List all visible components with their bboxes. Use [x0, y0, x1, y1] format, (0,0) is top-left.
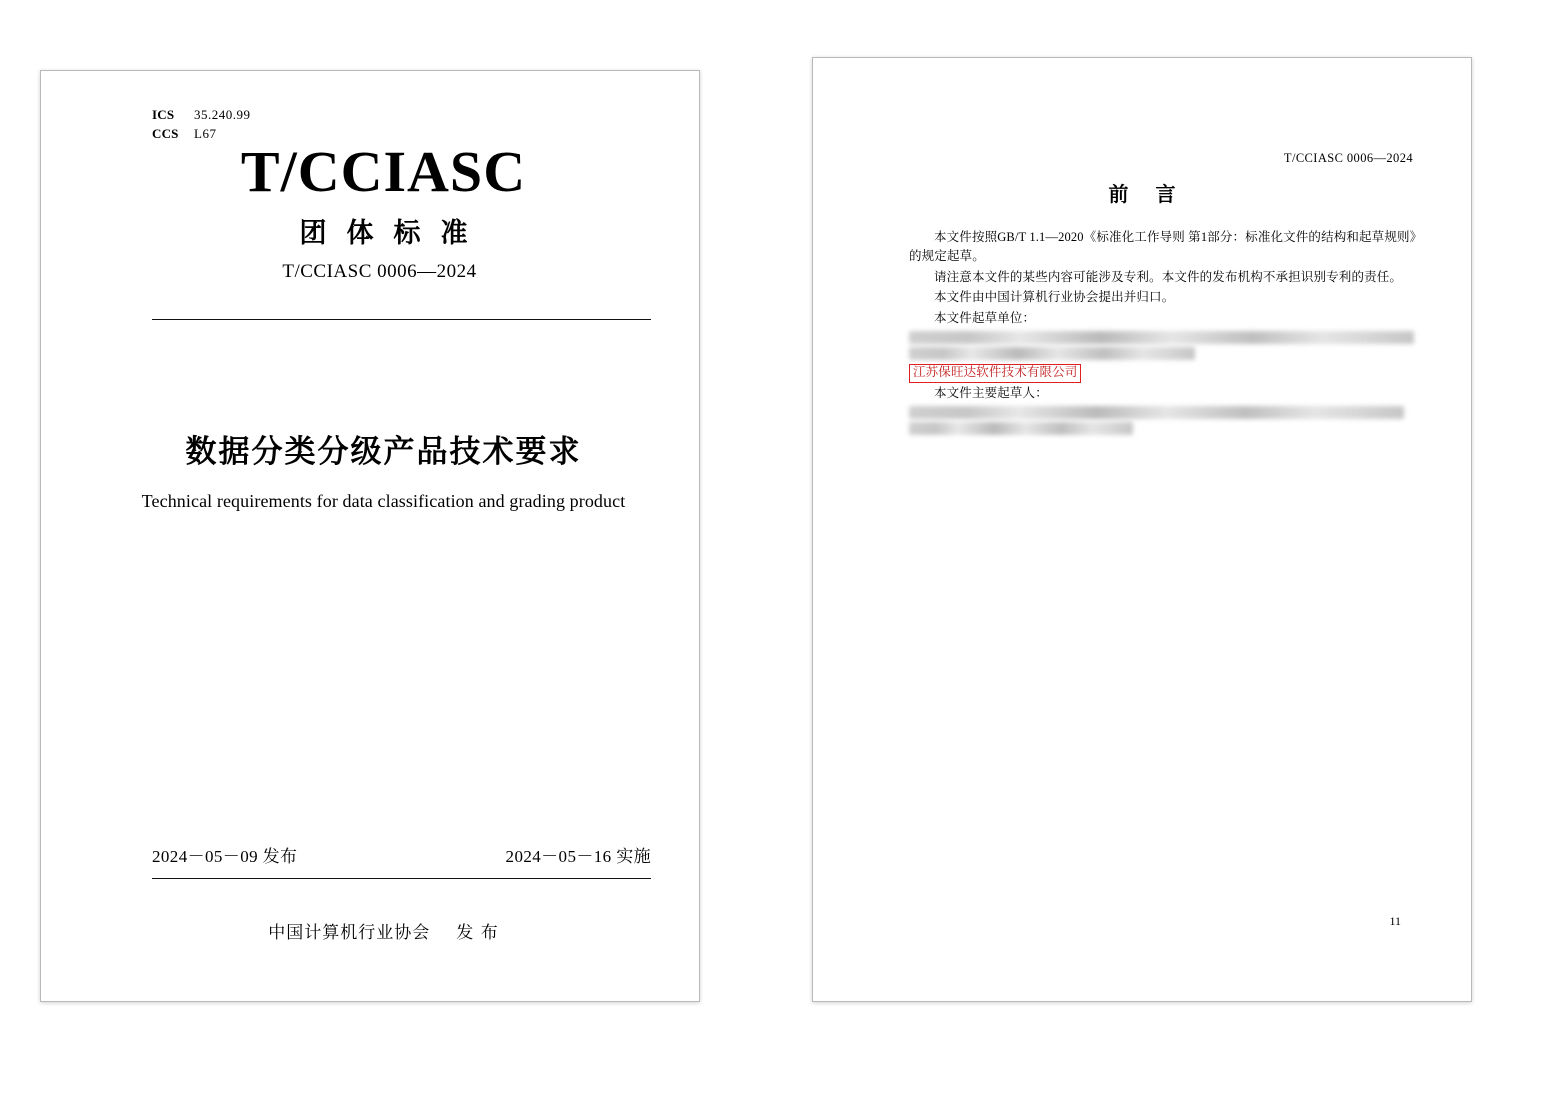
page-title: 数据分类分级产品技术要求 [185, 434, 582, 470]
foreword-body [909, 228, 1419, 437]
cover-dates [152, 842, 651, 873]
redacted-line-2 [909, 347, 1195, 360]
standard-brand [116, 139, 651, 250]
page-subtitle-en: Technical requirements for data classification and grading product [141, 491, 626, 511]
ics-row [152, 106, 251, 125]
release-date: 2024－05－09 发布 [152, 847, 298, 866]
highlighted-organization-wrapper [909, 362, 1419, 384]
foreword-paragraph-1: 本文件按照GB/T 1.1—2020《标准化工作导则 第1部分：标准化文件的结构和起草规则》的规定起草。 [909, 230, 1417, 264]
cover-content [116, 71, 651, 1001]
implementation-date: 2024－05－16 实施 [505, 847, 651, 866]
foreword-drafting-units-label: 本文件起草单位： [934, 310, 1036, 325]
redacted-line-3 [909, 406, 1404, 419]
foreword-page [812, 57, 1472, 1002]
foreword-paragraph-3: 本文件由中国计算机行业协会提出并归口。 [934, 290, 1175, 305]
page-number: 11 [1389, 914, 1401, 928]
publisher-action: 发 布 [456, 923, 499, 943]
publisher-name: 中国计算机行业协会 [268, 923, 431, 943]
cover-divider-top [152, 319, 651, 320]
ics-label: ICS [152, 107, 175, 122]
cover-page [40, 70, 700, 1002]
redacted-line-4 [909, 422, 1133, 435]
foreword-main-drafters-label: 本文件主要起草人： [934, 385, 1048, 400]
ccs-row [152, 125, 251, 144]
publisher-line [116, 918, 651, 943]
foreword-paragraph-2: 请注意本文件的某些内容可能涉及专利。本文件的发布机构不承担识别专利的责任。 [934, 269, 1403, 284]
cover-divider-bottom [152, 878, 651, 879]
standard-number: T/CCIASC 0006—2024 [282, 261, 477, 282]
brand-main-text: T/CCIASC [240, 139, 527, 204]
ics-value: 35.240.99 [194, 107, 251, 122]
brand-sub-text: 团体标准 [299, 218, 488, 249]
ccs-label: CCS [152, 125, 179, 141]
foreword-title: 前 言 [1108, 182, 1186, 206]
foreword-header-number: T/CCIASC 0006—2024 [1283, 151, 1413, 165]
redacted-line-1 [909, 331, 1414, 344]
ics-ccs-block [152, 106, 251, 144]
ccs-value: L67 [194, 125, 217, 141]
highlighted-organization: 江苏保旺达软件技术有限公司 [909, 364, 1081, 383]
